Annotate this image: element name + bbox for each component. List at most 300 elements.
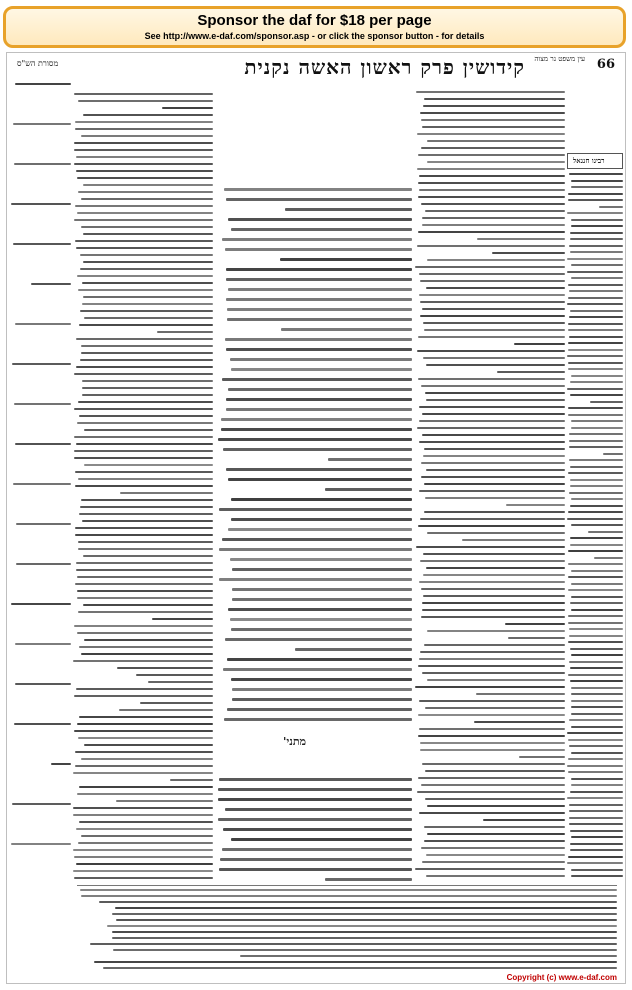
text-line [83, 604, 213, 606]
text-line [424, 448, 565, 450]
text-line [75, 121, 213, 123]
footnotes-block [77, 889, 617, 969]
text-line [568, 622, 623, 624]
text-line [77, 590, 213, 592]
text-line [571, 186, 623, 188]
text-line [421, 616, 565, 618]
text-line [231, 628, 412, 631]
text-line [568, 758, 623, 760]
text-line [420, 280, 565, 282]
text-line [227, 658, 412, 661]
text-line [568, 342, 623, 344]
text-line [568, 550, 623, 552]
text-line [74, 219, 213, 221]
text-line [73, 870, 213, 872]
text-line [228, 218, 412, 221]
text-line [83, 233, 213, 235]
text-line [84, 639, 213, 641]
text-line [570, 680, 623, 682]
text-line [15, 683, 71, 685]
text-line [567, 732, 623, 734]
text-line [74, 373, 213, 375]
text-line [424, 511, 565, 513]
text-line [568, 771, 623, 773]
text-line [75, 240, 213, 242]
text-line [231, 838, 412, 841]
text-line [571, 752, 623, 754]
text-line [569, 245, 623, 247]
text-line [78, 548, 213, 550]
footnote-separator [77, 885, 617, 886]
text-line [78, 737, 213, 739]
text-line [103, 967, 617, 969]
text-line [422, 308, 565, 310]
text-line [295, 648, 412, 651]
text-line [218, 438, 412, 441]
text-line [426, 854, 565, 856]
text-line [419, 441, 565, 443]
text-line [571, 726, 623, 728]
text-line [477, 238, 565, 240]
text-line [569, 804, 623, 806]
text-line [76, 170, 213, 172]
text-line [497, 371, 565, 373]
text-line [73, 807, 213, 809]
text-line [76, 828, 213, 830]
text-line [107, 925, 617, 927]
text-line [571, 706, 623, 708]
text-line [240, 955, 617, 957]
text-line [15, 643, 71, 645]
text-line [82, 303, 213, 305]
text-line [77, 422, 213, 424]
text-line [427, 805, 565, 807]
text-line [80, 889, 617, 891]
text-line [570, 381, 623, 383]
text-line [420, 651, 565, 653]
text-line [15, 323, 71, 325]
text-line [568, 297, 623, 299]
text-line [74, 625, 213, 627]
text-line [74, 149, 213, 151]
text-line [567, 271, 623, 273]
text-line [81, 352, 214, 354]
text-line [78, 541, 213, 543]
text-line [226, 278, 412, 281]
sponsor-subtitle[interactable]: See http://www.e-daf.com/sponsor.asp - or click the sponsor button - for details [144, 31, 485, 41]
text-line [570, 485, 623, 487]
text-line [568, 323, 623, 325]
text-line [117, 667, 213, 669]
text-line [220, 858, 412, 861]
text-line [422, 602, 565, 604]
text-line [230, 558, 412, 561]
text-line [417, 168, 565, 170]
text-line [84, 464, 213, 466]
text-line [120, 492, 213, 494]
text-line [590, 401, 623, 403]
text-line [75, 765, 213, 767]
text-line [228, 478, 412, 481]
text-line [426, 875, 565, 877]
text-line [81, 758, 213, 760]
text-line [218, 798, 412, 801]
text-line [79, 513, 213, 515]
text-line [223, 828, 412, 831]
text-line [79, 716, 213, 718]
text-line [225, 638, 412, 641]
text-line [567, 797, 623, 799]
text-line [427, 140, 565, 142]
text-line [230, 358, 412, 361]
text-line [218, 818, 412, 821]
text-line [140, 702, 213, 704]
text-line [148, 681, 213, 683]
text-line [74, 93, 213, 95]
text-line [75, 485, 213, 487]
text-line [218, 788, 412, 791]
text-line [226, 268, 412, 271]
text-line [90, 943, 617, 945]
text-line [427, 532, 565, 534]
text-line [12, 363, 71, 365]
text-line [418, 525, 565, 527]
text-line [427, 630, 565, 632]
text-line [226, 398, 412, 401]
text-line [417, 350, 565, 352]
text-line [78, 289, 213, 291]
text-line [427, 679, 565, 681]
text-line [74, 408, 213, 410]
text-line [83, 184, 213, 186]
text-line [419, 189, 565, 191]
text-line [75, 205, 213, 207]
text-line [226, 298, 412, 301]
text-line [228, 288, 412, 291]
text-line [232, 688, 412, 691]
text-line [426, 469, 565, 471]
text-line [16, 523, 71, 525]
text-line [420, 749, 565, 751]
text-line [568, 284, 623, 286]
text-line [78, 611, 213, 613]
text-line [569, 446, 623, 448]
text-line [224, 718, 412, 721]
sponsor-banner[interactable] [3, 6, 626, 48]
text-line [506, 504, 565, 506]
text-line [12, 803, 71, 805]
text-line [571, 700, 623, 702]
text-line [74, 695, 213, 697]
text-line [74, 856, 213, 858]
text-line [76, 156, 213, 158]
text-line [232, 598, 412, 601]
text-line [221, 418, 412, 421]
text-line [416, 546, 565, 548]
text-line [75, 527, 213, 529]
text-line [223, 448, 412, 451]
text-line [568, 615, 623, 617]
text-line [426, 399, 565, 401]
text-line [570, 505, 623, 507]
text-line [425, 392, 565, 394]
text-line [219, 578, 412, 581]
text-line [568, 329, 623, 331]
text-line [571, 219, 623, 221]
text-line [570, 602, 623, 604]
text-line [415, 686, 565, 688]
text-line [422, 672, 565, 674]
text-line [483, 819, 565, 821]
text-line [570, 479, 623, 481]
text-line [421, 784, 565, 786]
text-line [422, 413, 565, 415]
text-line [231, 368, 412, 371]
text-line [80, 359, 213, 361]
text-line [419, 273, 565, 275]
text-line [77, 212, 213, 214]
text-line [569, 719, 623, 721]
text-line [225, 248, 412, 251]
text-line [78, 100, 213, 102]
text-line [425, 707, 565, 709]
text-line [570, 791, 623, 793]
text-line [94, 961, 617, 963]
text-line [78, 401, 213, 403]
text-line [419, 658, 565, 660]
text-line [422, 609, 565, 611]
text-line [571, 427, 623, 429]
text-line [14, 723, 71, 725]
text-line [157, 331, 213, 333]
text-line [424, 329, 565, 331]
text-line [76, 247, 213, 249]
text-line [603, 453, 623, 455]
text-line [420, 518, 565, 520]
text-line [76, 863, 213, 865]
text-line [424, 483, 565, 485]
text-line [11, 843, 71, 845]
copyright-notice[interactable]: Copyright (c) www.e-daf.com [506, 973, 617, 982]
text-line [15, 83, 71, 85]
text-line [73, 814, 213, 816]
text-line [15, 443, 71, 445]
text-line [427, 833, 565, 835]
text-line [571, 784, 623, 786]
rashi-column [415, 73, 565, 883]
text-line [75, 471, 213, 473]
text-line [570, 843, 623, 845]
text-line [81, 835, 213, 837]
text-line [571, 687, 623, 689]
text-line [569, 440, 623, 442]
text-line [570, 537, 623, 539]
text-line [421, 203, 565, 205]
text-line [567, 303, 623, 305]
text-line [226, 198, 412, 201]
text-line [81, 499, 213, 501]
text-line [325, 878, 412, 881]
text-line [423, 357, 565, 359]
text-line [82, 387, 213, 389]
text-line [570, 648, 623, 650]
text-line [571, 713, 623, 715]
text-line [568, 589, 623, 591]
text-line [83, 296, 213, 298]
text-line [11, 603, 71, 605]
text-line [226, 408, 412, 411]
text-line [219, 868, 412, 871]
text-line [81, 345, 213, 347]
text-line [571, 180, 623, 182]
text-line [422, 763, 565, 765]
text-line [426, 364, 565, 366]
text-line [84, 429, 213, 431]
text-line [568, 563, 623, 565]
text-line [228, 608, 412, 611]
text-line [81, 135, 213, 137]
text-line [424, 840, 565, 842]
text-line [14, 163, 71, 165]
text-line [13, 483, 71, 485]
text-line [424, 826, 565, 828]
text-line [162, 107, 213, 109]
text-line [588, 531, 623, 533]
text-line [74, 730, 213, 732]
text-line [227, 708, 412, 711]
text-line [423, 105, 565, 107]
text-line [570, 830, 623, 832]
text-line [80, 268, 213, 270]
text-line [75, 751, 213, 753]
text-line [421, 588, 565, 590]
text-line [419, 406, 565, 408]
right-margin-column [567, 73, 623, 883]
text-line [421, 847, 565, 849]
text-line [427, 259, 565, 261]
text-line [228, 388, 412, 391]
text-line [418, 665, 565, 667]
text-line [569, 635, 623, 637]
text-line [571, 498, 623, 500]
text-line [569, 459, 623, 461]
text-line [420, 742, 565, 744]
text-line [81, 226, 213, 228]
text-line [420, 112, 565, 114]
text-line [232, 588, 412, 591]
text-line [570, 310, 623, 312]
text-line [419, 294, 565, 296]
text-line [74, 163, 213, 165]
text-line [80, 254, 213, 256]
text-line [568, 511, 623, 513]
text-line [569, 492, 623, 494]
text-line [281, 328, 412, 331]
text-line [426, 287, 565, 289]
text-line [81, 198, 213, 200]
text-line [418, 714, 565, 716]
text-line [569, 823, 623, 825]
text-line [570, 232, 623, 234]
text-line [328, 458, 412, 461]
text-line [280, 258, 412, 261]
text-line [415, 266, 565, 268]
text-line [77, 275, 213, 277]
text-line [76, 688, 213, 690]
text-line [419, 812, 565, 814]
text-line [73, 772, 213, 774]
text-line [115, 907, 617, 909]
text-line [231, 678, 412, 681]
text-line [75, 128, 213, 130]
text-line [222, 378, 412, 381]
text-line [567, 765, 623, 767]
text-line [80, 506, 213, 508]
text-line [419, 490, 565, 492]
text-line [423, 553, 565, 555]
text-line [83, 555, 213, 557]
page-header-title: קידושין פרק ראשון האשה נקנית [244, 55, 525, 79]
text-line [571, 778, 623, 780]
text-line [74, 450, 213, 452]
text-line [569, 336, 623, 338]
text-line [427, 161, 565, 163]
text-line [568, 362, 623, 364]
text-line [77, 576, 213, 578]
text-line [568, 407, 623, 409]
text-line [422, 126, 565, 128]
text-line [421, 462, 565, 464]
text-line [421, 476, 565, 478]
text-line [73, 660, 213, 662]
text-line [462, 539, 565, 541]
text-line [425, 210, 565, 212]
text-line [420, 315, 565, 317]
page-number: 66 [596, 57, 615, 72]
text-line [568, 414, 623, 416]
text-line [423, 574, 565, 576]
text-line [116, 919, 617, 921]
text-line [221, 428, 412, 431]
text-line [571, 583, 623, 585]
text-line [508, 637, 565, 639]
text-line [112, 913, 617, 915]
text-line [567, 355, 623, 357]
text-line [227, 318, 412, 321]
text-line [568, 199, 623, 201]
text-line [13, 123, 71, 125]
text-line [568, 739, 623, 741]
text-line [570, 667, 623, 669]
text-line [76, 569, 213, 571]
text-line [79, 415, 213, 417]
text-line [79, 646, 213, 648]
text-line [426, 567, 565, 569]
text-line [571, 264, 623, 266]
text-line [82, 394, 213, 396]
text-line [423, 455, 565, 457]
text-line [82, 380, 213, 382]
tosafot-column [73, 73, 213, 883]
text-line [419, 420, 565, 422]
text-line [417, 791, 565, 793]
sponsor-title[interactable]: Sponsor the daf for $18 per page [197, 12, 432, 29]
text-line [568, 368, 623, 370]
text-line [77, 597, 213, 599]
text-line [76, 443, 213, 445]
text-line [80, 310, 213, 312]
text-line [569, 817, 623, 819]
